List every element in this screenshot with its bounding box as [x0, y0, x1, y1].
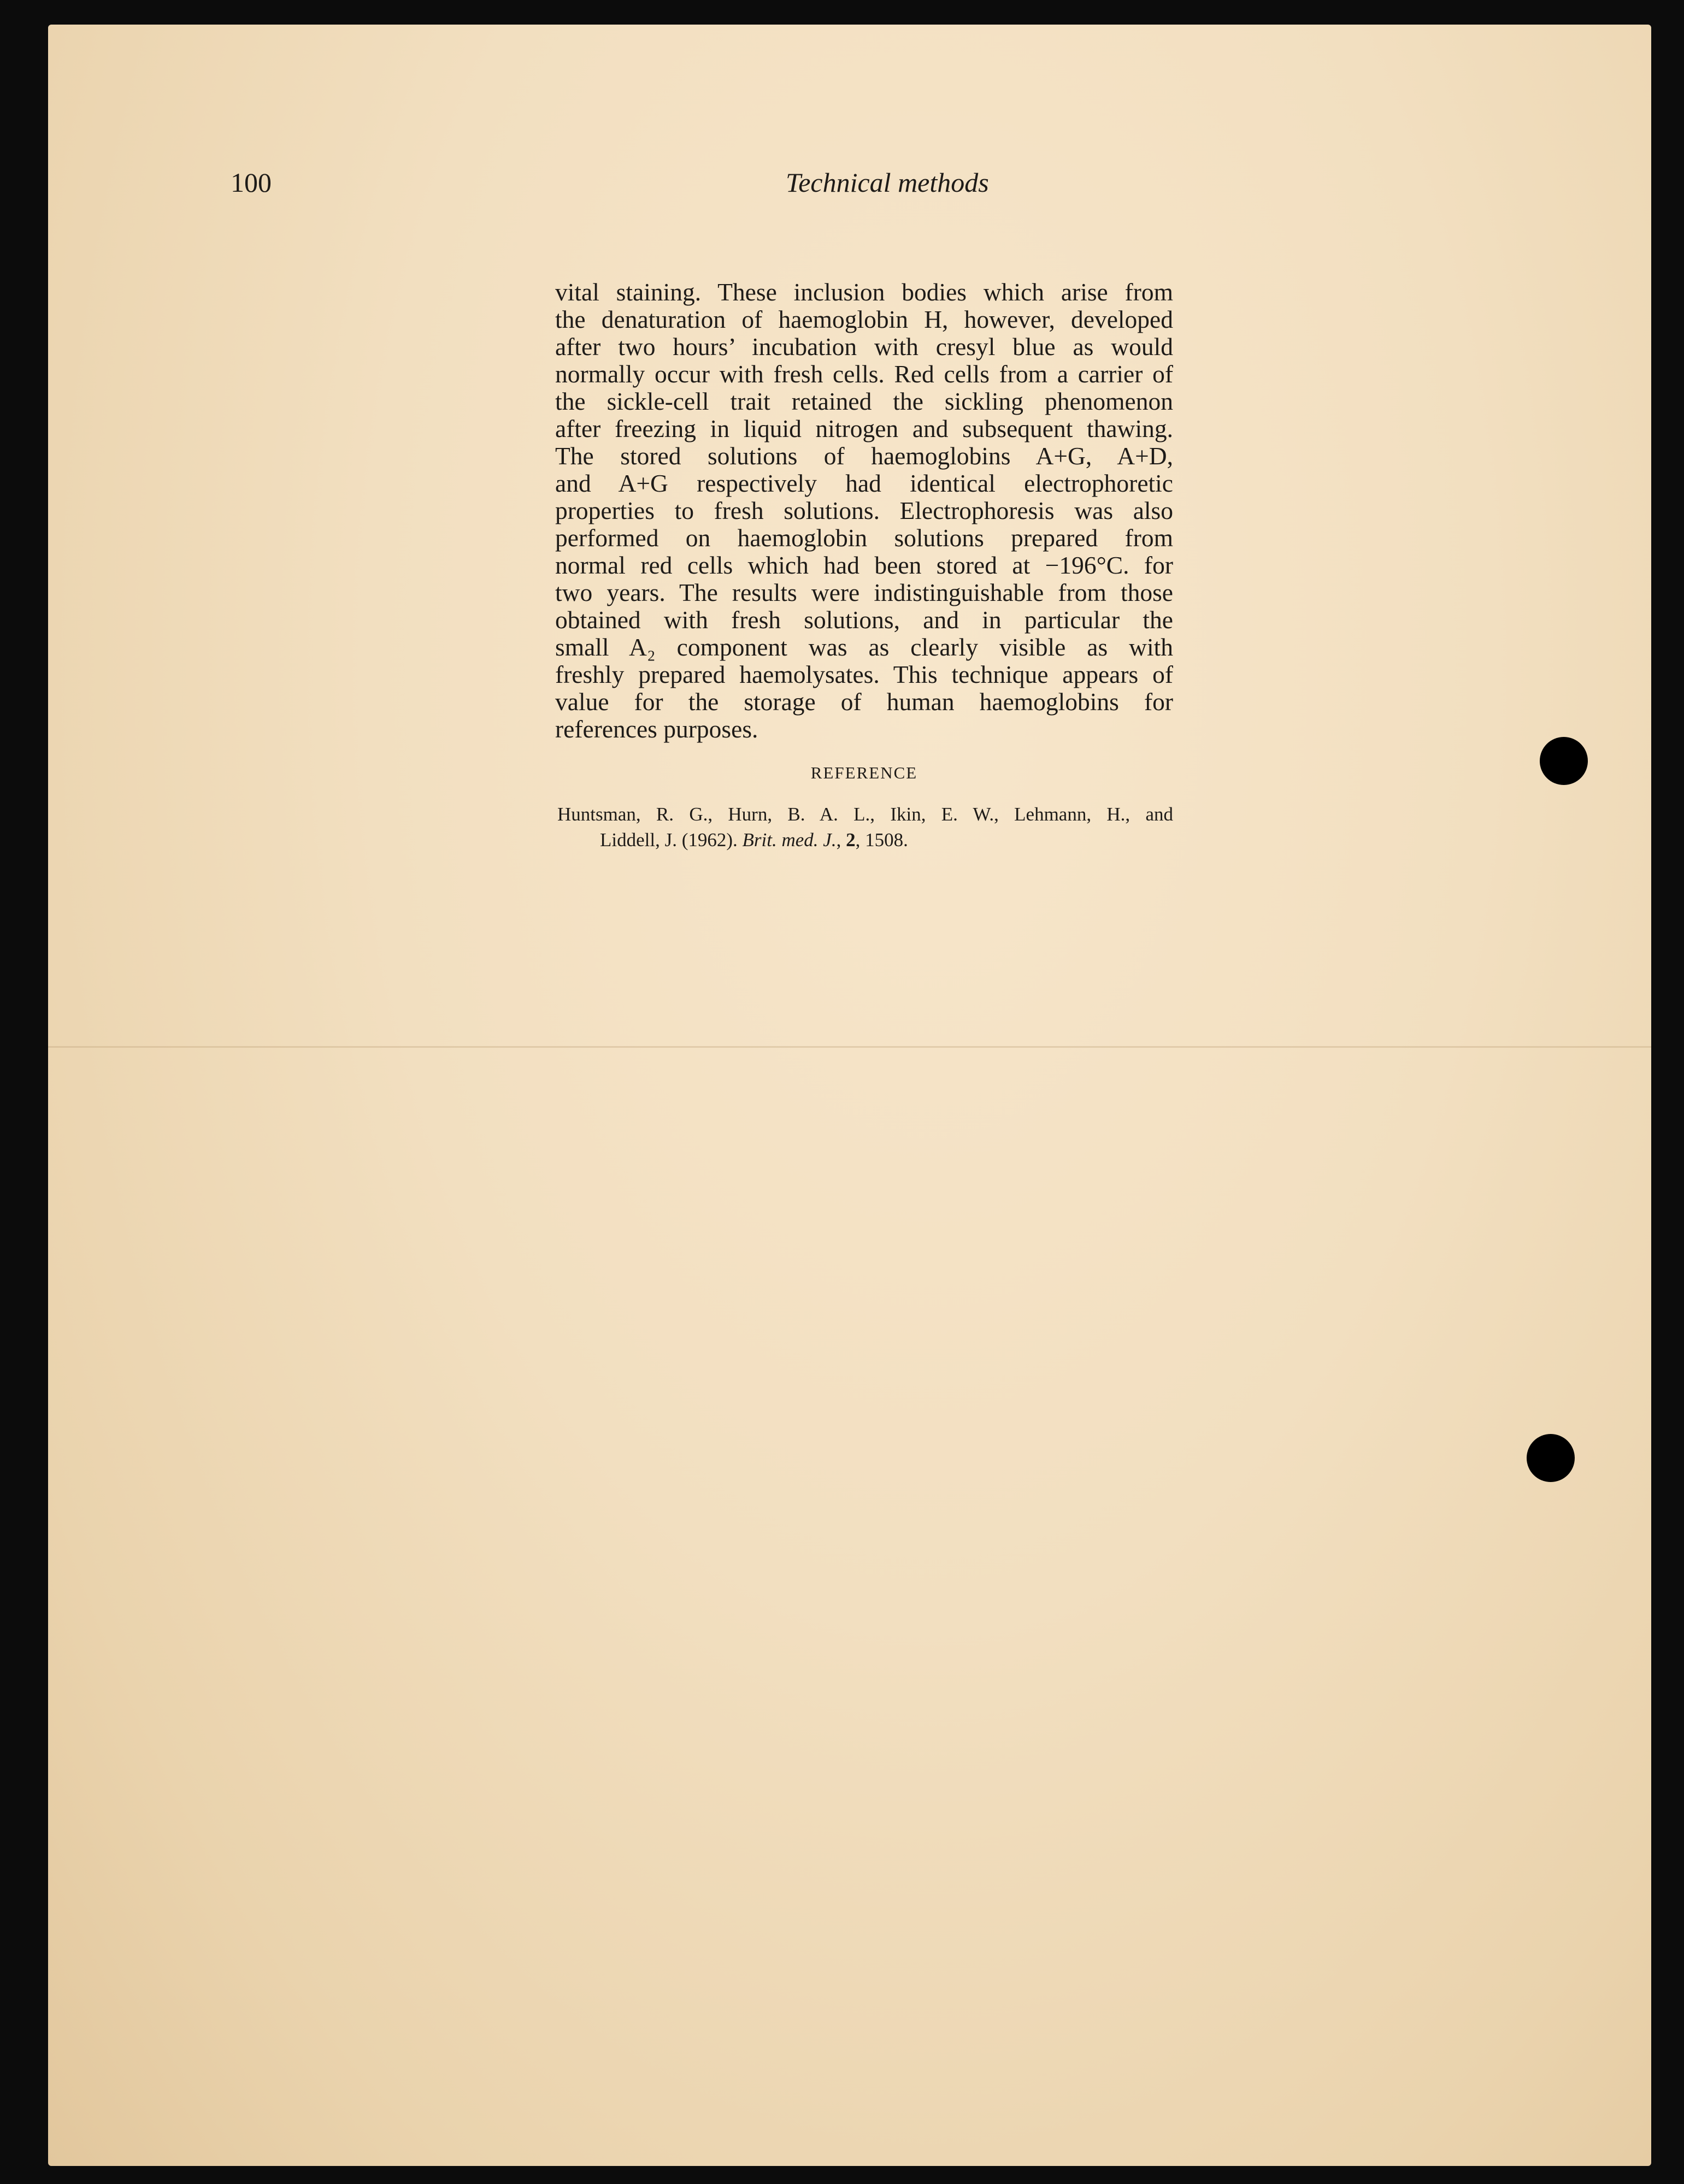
body-line: freshly prepared haemolysates. This technique appears of — [555, 661, 1173, 688]
body-line: vital staining. These inclusion bodies which arise from — [555, 279, 1173, 306]
reference-pages: 1508. — [865, 829, 908, 851]
reference-authors-cont: Liddell, J. (1962). — [600, 829, 738, 851]
body-line: after two hours’ incubation with cresyl blue as would — [555, 333, 1173, 361]
body-line: references purposes. — [555, 716, 758, 743]
body-line: after freezing in liquid nitrogen and subsequent thawing. — [555, 415, 1173, 442]
reference-volume: 2 — [846, 829, 856, 851]
body-line: performed on haemoglobin solutions prepared from — [555, 524, 1173, 552]
punch-hole-lower — [1527, 1434, 1575, 1482]
reference-journal: Brit. med. J. — [742, 829, 837, 851]
reference-citation: Liddell, J. (1962). Brit. med. J., 2, 1508. — [600, 829, 908, 851]
body-paragraph — [555, 279, 1173, 743]
body-line: obtained with fresh solutions, and in particular the — [555, 606, 1173, 634]
body-line: normally occur with fresh cells. Red cells from a carrier of — [555, 361, 1173, 388]
punch-hole-upper — [1540, 737, 1588, 785]
body-line: normal red cells which had been stored at −196°C. for — [555, 552, 1173, 579]
body-line: The stored solutions of haemoglobins A+G, A+D, — [555, 442, 1173, 470]
body-line: properties to fresh solutions. Electrophoresis was also — [555, 497, 1173, 524]
body-line: small A₂ component was as clearly visible as with — [555, 634, 1173, 661]
reference-authors: Huntsman, R. G., Hurn, B. A. L., Ikin, E. W., Lehmann, H., and — [557, 804, 1173, 825]
body-line: the denaturation of haemoglobin H, however, developed — [555, 306, 1173, 333]
body-line: value for the storage of human haemoglobins for — [555, 688, 1173, 716]
paper-crease — [48, 1046, 1651, 1048]
reference-heading: REFERENCE — [810, 763, 918, 782]
body-line: and A+G respectively had identical electrophoretic — [555, 470, 1173, 497]
body-line: two years. The results were indistinguishable from those — [555, 579, 1173, 606]
body-line: the sickle-cell trait retained the sickling phenomenon — [555, 388, 1173, 415]
page-number: 100 — [231, 167, 272, 198]
running-head: Technical methods — [786, 167, 989, 198]
